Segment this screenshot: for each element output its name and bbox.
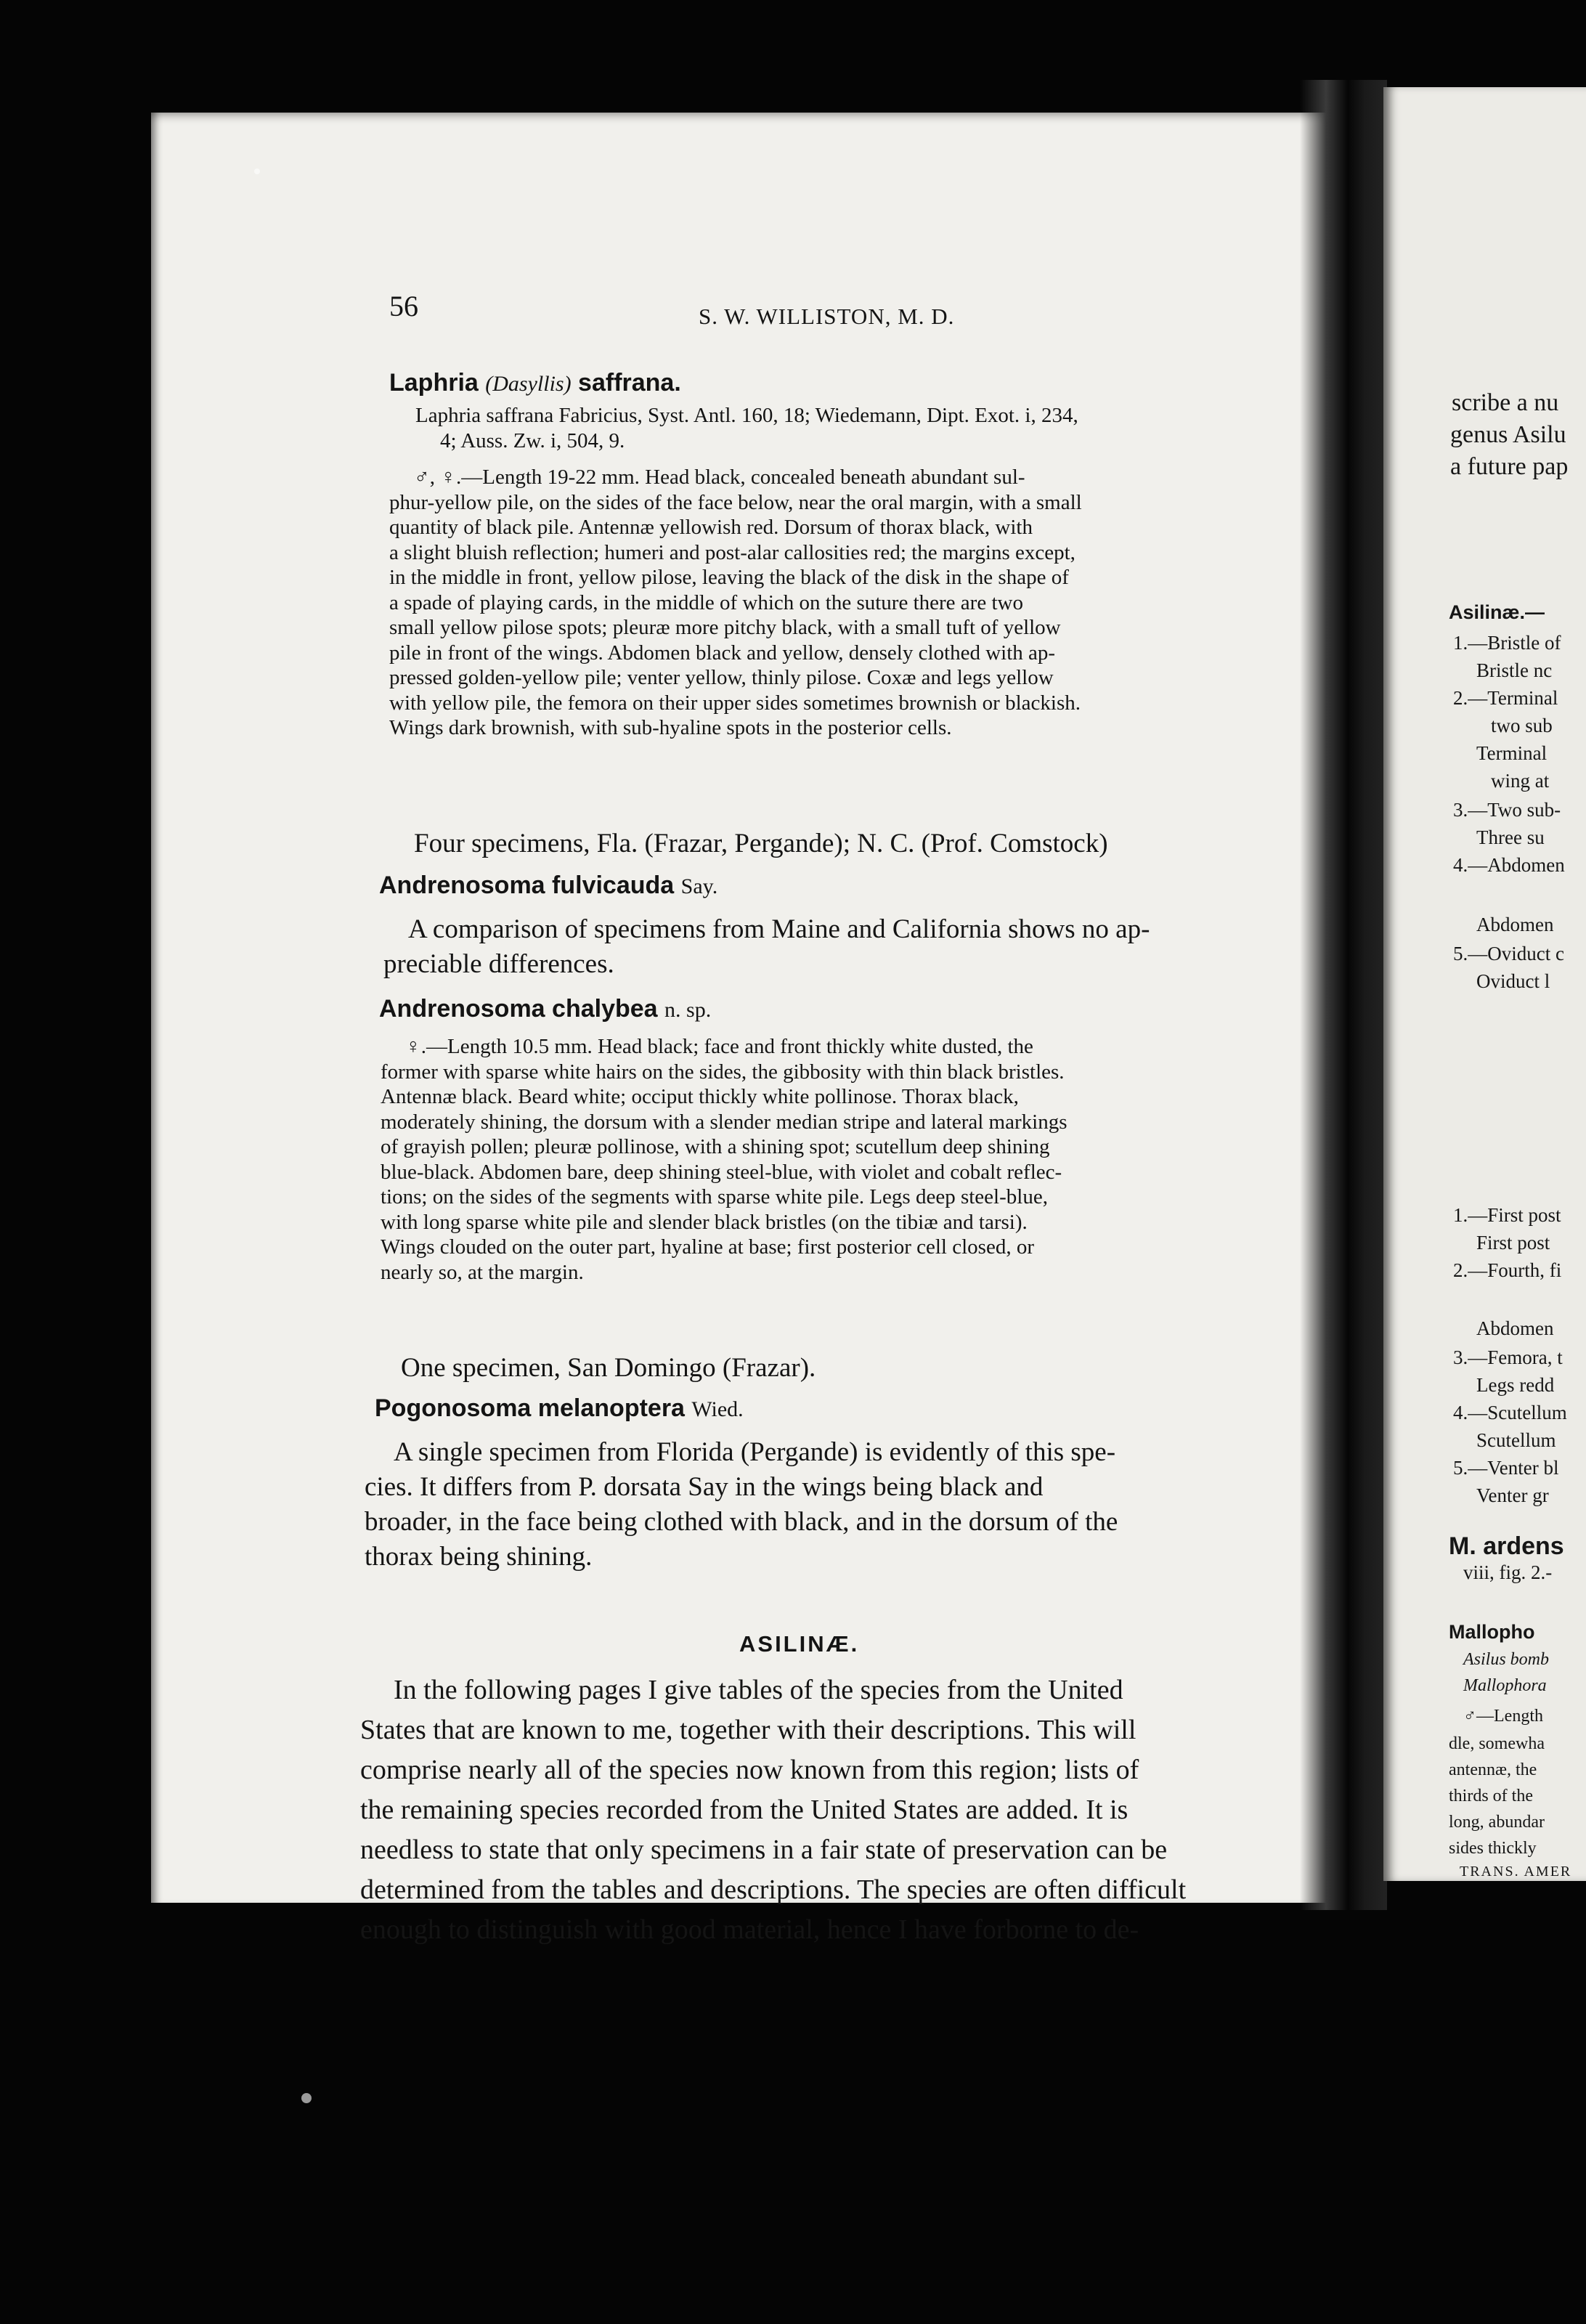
description-line: Wings clouded on the outer part, hyaline at base; first posterior cell closed, or	[381, 1235, 1034, 1259]
facing-line: 4.—Abdomen	[1453, 854, 1565, 876]
species-heading-chalybea	[379, 995, 711, 1023]
text-line: A single specimen from Florida (Pergande) is evidently of this spe-	[394, 1437, 1116, 1467]
description-line: with yellow pile, the femora on their upper sides sometimes brownish or blackish.	[389, 691, 1081, 715]
facing-line: Scutellum	[1476, 1429, 1556, 1451]
species-heading-pogonosoma	[375, 1394, 744, 1423]
facing-line: thirds of the	[1449, 1787, 1533, 1805]
facing-line: First post	[1476, 1232, 1550, 1254]
laphria-description	[389, 465, 1082, 741]
facing-line: ♂—Length	[1463, 1707, 1543, 1726]
description-line: Antennæ black. Beard white; occiput thickly white pollinose. Thorax black,	[381, 1085, 1019, 1108]
facing-line: Asilinæ.—	[1449, 601, 1545, 623]
heading-species: Pogonosoma melanoptera	[375, 1394, 685, 1422]
heading-author: n. sp.	[664, 998, 712, 1022]
text-line: thorax being shining.	[365, 1542, 593, 1572]
chalybea-specimens: One specimen, San Domingo (Frazar).	[401, 1353, 816, 1383]
running-head: S. W. WILLISTON, M. D.	[699, 304, 955, 329]
facing-line: Legs redd	[1476, 1374, 1555, 1396]
description-line: former with sparse white hairs on the sides, the gibbosity with thin black bristles.	[381, 1060, 1065, 1084]
description-line: tions; on the sides of the segments with sparse white pile. Legs deep steel-blue,	[381, 1185, 1048, 1208]
description-line: phur-yellow pile, on the sides of the face below, near the oral margin, with a small	[389, 490, 1082, 514]
facing-line: 2.—Fourth, fi	[1453, 1259, 1562, 1281]
facing-line: dle, somewha	[1449, 1734, 1545, 1753]
facing-line: 3.—Two sub-	[1453, 799, 1561, 821]
facing-line: 5.—Oviduct c	[1453, 943, 1564, 964]
description-line: with long sparse white pile and slender black bristles (on the tibiæ and tarsi).	[381, 1210, 1028, 1234]
description-line: ♀.—Length 10.5 mm. Head black; face and front thickly white dusted, the	[405, 1035, 1033, 1058]
facing-line: 4.—Scutellum	[1453, 1402, 1567, 1423]
heading-species: saffrana.	[578, 369, 681, 397]
text-line: States that are known to me, together with their descriptions. This will	[360, 1715, 1136, 1745]
facing-line: wing at	[1491, 770, 1550, 792]
facing-line: genus Asilu	[1450, 421, 1566, 448]
facing-line: Mallopho	[1449, 1621, 1535, 1643]
facing-footer: TRANS. AMER	[1460, 1864, 1572, 1880]
description-line: nearly so, at the margin.	[381, 1260, 584, 1284]
facing-line: 5.—Venter bl	[1453, 1457, 1559, 1479]
facing-line: Abdomen	[1476, 914, 1554, 935]
facing-line: 1.—Bristle of	[1453, 632, 1561, 654]
fulvicauda-text	[383, 912, 1150, 982]
description-line: pressed golden-yellow pile; venter yellow, thinly pilose. Coxæ and legs yellow	[389, 666, 1054, 689]
description-line: small yellow pilose spots; pleuræ more pitchy black, with a small tuft of yellow	[389, 616, 1061, 639]
description-line: of grayish pollen; pleuræ pollinose, with a shining spot; scutellum deep shining	[381, 1135, 1050, 1158]
scan-speck	[254, 168, 260, 174]
species-heading-laphria	[389, 369, 681, 397]
gutter-shadow	[1300, 80, 1387, 1910]
facing-line: viii, fig. 2.-	[1463, 1561, 1553, 1583]
text-line: comprise nearly all of the species now known from this region; lists of	[360, 1755, 1139, 1785]
text-line: the remaining species recorded from the United States are added. It is	[360, 1795, 1128, 1825]
facing-line: Asilus bomb	[1463, 1650, 1550, 1669]
description-line: pile in front of the wings. Abdomen black and yellow, densely clothed with ap-	[389, 641, 1056, 665]
text-line: enough to distinguish with good material, hence I have forborne to de-	[360, 1914, 1139, 1945]
description-line: blue-black. Abdomen bare, deep shining steel-blue, with violet and cobalt reflec-	[381, 1160, 1062, 1184]
text-line: broader, in the face being clothed with black, and in the dorsum of the	[365, 1507, 1118, 1537]
heading-genus: Laphria	[389, 369, 479, 397]
facing-line: Abdomen	[1476, 1317, 1554, 1339]
facing-line: a future pap	[1450, 453, 1569, 480]
species-heading-fulvicauda	[379, 871, 717, 900]
page-number: 56	[389, 290, 418, 322]
facing-line: two sub	[1491, 715, 1553, 736]
facing-line: Venter gr	[1476, 1484, 1549, 1506]
text-line: needless to state that only specimens in a fair state of preservation can be	[360, 1835, 1168, 1865]
facing-line: long, abundar	[1449, 1813, 1545, 1832]
facing-line: antennæ, the	[1449, 1760, 1537, 1779]
text-line: determined from the tables and descriptions. The species are often difficult	[360, 1874, 1187, 1905]
description-line: a spade of playing cards, in the middle of which on the suture there are two	[389, 590, 1023, 614]
description-line: moderately shining, the dorsum with a slender median stripe and lateral markings	[381, 1110, 1068, 1134]
heading-subgenus: (Dasyllis)	[485, 372, 572, 396]
laphria-specimens: Four specimens, Fla. (Frazar, Pergande); N. C. (Prof. Comstock)	[414, 829, 1108, 858]
chalybea-description	[381, 1034, 1067, 1285]
facing-line: 3.—Femora, t	[1453, 1346, 1563, 1368]
description-line: quantity of black pile. Antennæ yellowish red. Dorsum of thorax black, with	[389, 516, 1033, 539]
pogonosoma-text	[365, 1435, 1118, 1575]
text-line: cies. It differs from P. dorsata Say in the wings being black and	[365, 1472, 1044, 1502]
citation-block	[415, 403, 1078, 453]
description-line: a slight bluish reflection; humeri and post-alar callosities red; the margins except,	[389, 540, 1075, 564]
scan-speck	[301, 2093, 312, 2103]
description-line: ♂, ♀.—Length 19-22 mm. Head black, concealed beneath abundant sul-	[414, 466, 1025, 489]
heading-species: Andrenosoma fulvicauda	[379, 871, 675, 899]
asilinae-text	[360, 1670, 1186, 1950]
description-line: Wings dark brownish, with sub-hyaline spots in the posterior cells.	[389, 716, 952, 739]
description-line: in the middle in front, yellow pilose, leaving the black of the disk in the shape of	[389, 566, 1069, 589]
heading-author: Wied.	[691, 1397, 744, 1421]
facing-line: Terminal	[1476, 742, 1548, 764]
citation-line: 4; Auss. Zw. i, 504, 9.	[440, 428, 625, 452]
facing-line: Oviduct l	[1476, 970, 1550, 992]
text-line: In the following pages I give tables of the species from the United	[394, 1675, 1123, 1705]
facing-line: Mallophora	[1463, 1676, 1547, 1695]
facing-line: Bristle nc	[1476, 659, 1553, 681]
text-line: A comparison of specimens from Maine and California shows no ap-	[408, 914, 1150, 944]
facing-line: 2.—Terminal	[1453, 687, 1558, 709]
facing-line: sides thickly	[1449, 1839, 1537, 1858]
facing-line: 1.—First post	[1453, 1204, 1561, 1226]
citation-line: Laphria saffrana Fabricius, Syst. Antl. 160, 18; Wiedemann, Dipt. Exot. i, 234,	[415, 404, 1078, 427]
facing-line: Three su	[1476, 826, 1545, 848]
facing-line: scribe a nu	[1452, 389, 1559, 416]
text-line: preciable differences.	[383, 949, 614, 979]
section-title: ASILINÆ.	[739, 1631, 860, 1657]
heading-author: Say.	[680, 874, 718, 898]
facing-line: M. ardens	[1449, 1532, 1564, 1560]
heading-species: Andrenosoma chalybea	[379, 995, 658, 1023]
facing-page	[1383, 87, 1586, 1881]
